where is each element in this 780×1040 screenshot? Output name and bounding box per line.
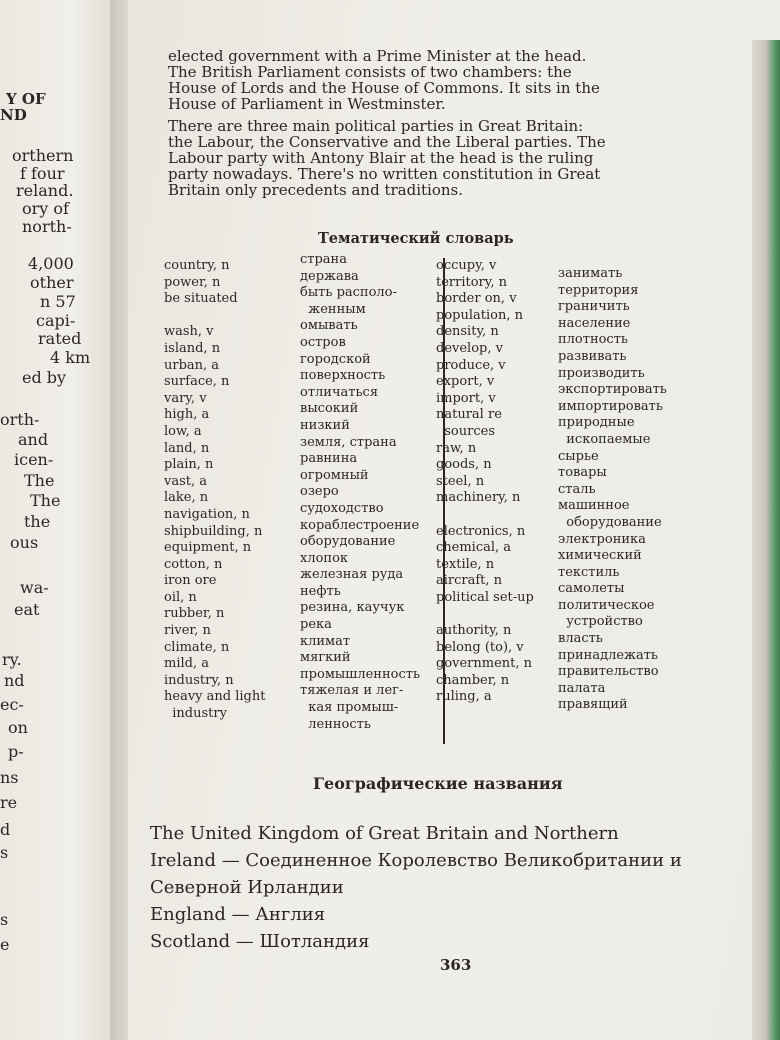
vocab-entry: низкий [300,417,350,433]
left-page-fragment: d [0,820,11,839]
vocab-entry: городской [300,351,371,367]
vocab-entry: develop, v [436,340,503,356]
vocab-entry: резина, каучук [300,600,405,616]
vocab-entry: surface, n [164,374,230,390]
vocab-entry: industry [164,706,227,722]
vocab-entry: high, a [164,407,210,423]
left-page-fragment: ND [0,106,27,124]
vocab-entry: нефть [300,583,341,599]
left-page-fragment: north- [22,217,72,236]
vocab-entry: sources [436,423,495,439]
left-page-fragment: orthern [12,146,74,165]
vocab-entry: озеро [300,484,339,500]
vocab-entry: chamber, n [436,672,510,688]
vocab-entry: железная руда [300,567,404,583]
vocab-entry: товары [558,465,607,481]
vocab-entry: земля, страна [300,434,397,450]
vocab-entry: heavy and light [164,689,266,705]
vocab-entry: страна [300,252,347,267]
left-page-fragment: nd [4,671,25,690]
vocab-entry: electronics, n [436,523,526,539]
vocab-entry: aircraft, n [436,573,503,589]
vocab-entry: country, n [164,258,230,273]
vocab-entry: кораблестроение [300,517,420,533]
vocab-entry: machinery, n [436,490,521,506]
vocab-entry: поверхность [300,368,386,384]
left-page-fragment: icen- [14,450,54,469]
vocab-entry: industry, n [164,672,234,688]
vocab-entry: тяжелая и лег- [300,683,404,699]
vocab-entry: кая промыш- [300,700,399,716]
left-page-fragment: p- [8,742,24,761]
vocab-entry: climate, n [164,639,230,655]
vocab-entry: оборудование [558,514,662,530]
vocab-entry: ископаемые [558,431,651,447]
vocab-entry: island, n [164,340,221,356]
vocab-entry: отличаться [300,384,379,400]
vocab-entry: vast, a [164,473,208,489]
left-page-fragment: re [0,793,18,812]
vocab-entry: экспортировать [558,382,667,398]
vocab-entry: химический [558,548,642,564]
vocab-entry: political set-up [436,589,534,605]
vocab-entry: импортировать [558,398,663,414]
vocab-entry: textile, n [436,556,495,572]
vocab-entry: плотность [558,332,628,348]
vocab-entry: правительство [558,664,659,680]
vocab-entry: власть [558,631,603,647]
vocab-entry: equipment, n [164,540,252,556]
vocab-entry: urban, a [164,357,220,373]
left-page-fragment: The [24,471,55,490]
vocab-entry: развивать [558,348,627,364]
vocab-entry: lake, n [164,490,209,506]
left-page-fragment: capi- [36,311,76,330]
vocab-entry [436,507,534,524]
left-page-fragment: Y OF [6,90,46,108]
vocab-entry: устройство [558,614,643,630]
vocab-entry: rubber, n [164,606,225,622]
left-page-fragment: ec- [0,695,24,714]
vocab-entry: остров [300,334,346,350]
left-page-fragment: The [30,491,61,510]
vocab-left-russian [300,252,420,733]
left-page-fragment: and [18,430,49,449]
vocab-entry: power, n [164,274,221,290]
vocab-entry: занимать [558,266,623,281]
geo-text: The United Kingdom of Great Britain and Northern Ireland — Соединенное Королевство Великобритании и Северной Ирландии England — Англия Scotland — Шотландия [150,823,682,952]
paragraph-parties: There are three main political parties in Great Britain: the Labour, the Conservative and the Liberal parties. The Labour party with Antony Blair at the head is the ruling party nowadays. There's no written constitution in Great Britain only precedents and traditions. [168,117,606,199]
vocab-entry: климат [300,633,351,649]
vocab-entry: natural re [436,407,502,423]
left-page-fragment: f four [20,164,65,183]
vocab-entry: navigation, n [164,506,250,522]
left-page-fragment: ory of [22,199,69,218]
vocab-entry: territory, n [436,274,508,290]
left-page-fragment: rated [38,329,82,348]
left-page-fragment: n 57 [40,292,76,311]
vocab-entry: chemical, a [436,540,512,556]
left-page-fragment: wa- [20,578,49,597]
vocab-entry: производить [558,365,645,381]
vocab-entry: iron ore [164,573,217,589]
left-page-fragment: ns [0,768,19,787]
left-page-fragment: e [0,935,10,954]
vocab-entry: палата [558,680,606,696]
vocab-entry: природные [558,415,635,431]
vocab-entry: steel, n [436,473,485,489]
left-page-fragment: s [0,843,9,862]
vocab-entry: oil, n [164,589,197,605]
left-page-fragment: other [30,273,74,292]
vocab-entry: огромный [300,467,369,483]
vocab-entry: ленность [300,716,371,732]
vocab-entry: быть располо- [300,285,397,301]
right-page [128,0,780,1040]
vocab-entry: import, v [436,390,496,406]
vocab-entry: население [558,315,631,331]
vocab-heading: Тематический словарь [318,230,514,247]
vocab-entry: промышленность [300,666,421,682]
vocab-entry: река [300,617,332,633]
vocab-entry: граничить [558,299,630,315]
page-number: 363 [440,956,472,974]
vocab-entry: shipbuilding, n [164,523,263,539]
vocab-entry: raw, n [436,440,477,456]
left-page-fragment: 4 km [50,348,91,367]
vocab-entry: машинное [558,498,630,514]
vocab-entry: produce, v [436,357,506,373]
vocab-entry: government, n [436,656,533,672]
vocab-entry: судоходство [300,500,384,516]
vocab-right-russian [558,266,667,714]
vocab-entry: goods, n [436,457,492,473]
vocab-entry: authority, n [436,623,512,639]
vocab-entry: be situated [164,291,238,307]
vocab-entry: wash, v [164,324,214,340]
vocab-entry: хлопок [300,550,349,566]
vocab-entry: low, a [164,423,202,439]
vocab-entry: принадлежать [558,647,659,663]
vocab-entry: политическое [558,597,655,613]
vocab-entry: оборудование [300,534,396,550]
vocab-entry: occupy, v [436,258,497,273]
vocab-entry: export, v [436,374,495,390]
vocab-entry: равнина [300,451,358,467]
vocab-entry: vary, v [164,390,207,406]
left-page-fragment: orth- [0,410,40,429]
vocab-entry: cotton, n [164,556,223,572]
vocab-entry [164,308,265,325]
vocab-left-english [164,258,265,723]
vocab-entry: river, n [164,623,211,639]
left-page [0,0,120,1040]
vocab-entry: держава [300,268,359,284]
left-page-fragment: the [24,512,51,531]
vocab-entry: population, n [436,307,523,323]
vocab-right-english [436,258,534,706]
left-page-fragment: s [0,910,9,929]
left-page-fragment: ous [10,533,39,552]
vocab-entry: density, n [436,324,499,340]
vocab-entry [436,606,534,623]
vocab-entry: мягкий [300,650,351,666]
vocab-entry: belong (to), v [436,639,524,655]
vocab-entry: ruling, a [436,689,492,705]
left-page-fragment: ry. [2,650,22,669]
vocab-entry: mild, a [164,656,209,672]
vocab-entry: текстиль [558,564,620,580]
left-page-fragment: 4,000 [28,254,74,273]
vocab-entry: женным [300,301,366,317]
vocab-entry: правящий [558,697,628,713]
vocab-entry: омывать [300,318,358,334]
left-page-fragment: reland. [16,181,74,200]
vocab-entry: высокий [300,401,359,417]
paragraph-parliament: elected government with a Prime Minister at the head. The British Parliament consists of two chambers: the House of Lords and the House of Commons. It sits in the House of Parliament in Westminster. [168,47,600,113]
left-page-fragment: eat [14,600,40,619]
left-page-fragment: ed by [22,368,67,387]
vocab-entry: территория [558,282,639,298]
page-edge [752,40,780,1040]
vocab-entry: plain, n [164,457,214,473]
vocab-entry: land, n [164,440,210,456]
vocab-entry: самолеты [558,581,625,597]
vocab-entry: сырье [558,448,599,464]
vocab-entry: border on, v [436,291,517,307]
left-page-fragment: on [8,718,28,737]
vocab-entry: сталь [558,481,596,497]
vocab-entry: электроника [558,531,646,547]
geo-heading: Географические названия [313,774,563,793]
